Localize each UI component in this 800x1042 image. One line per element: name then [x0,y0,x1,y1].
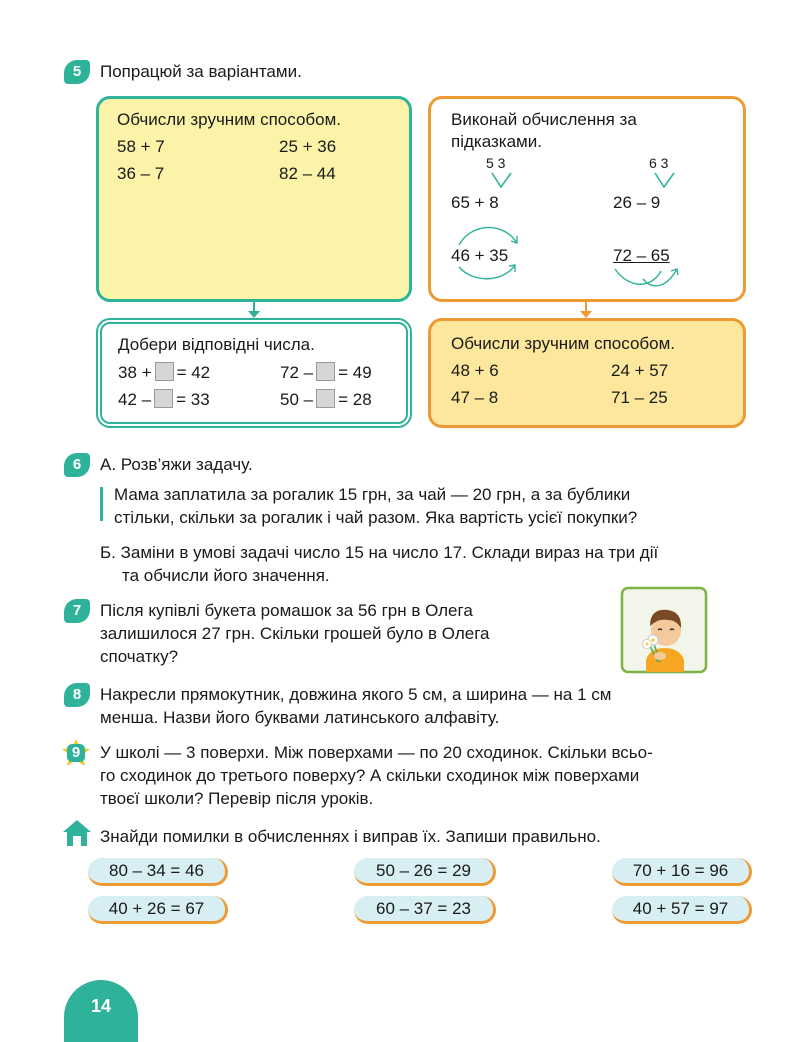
box-heading: Обчисли зручним способом. [451,334,676,353]
expression: 36 – 7 [117,164,165,183]
expression: 71 – 25 [611,388,668,407]
expression: 48 + 6 [451,361,499,380]
variant1-box [96,318,412,428]
regroup-arrows-icon [611,263,691,293]
task8-text: менша. Назви його буквами латинського алфавіту. [100,708,500,727]
equation [118,388,210,412]
expression: 58 + 7 [117,137,165,156]
task5-title: Попрацюй за варіантами. [100,62,302,81]
expression: 72 – 65 [613,246,670,265]
hint-numbers: 6 3 [649,155,669,171]
variant1-box [96,96,412,302]
task9-text: У школі — 3 поверхи. Між поверхами — по 20 сходинок. Скільки всьо- [100,743,653,762]
task-number-badge: 6 [64,453,90,477]
page-number: 14 [64,980,138,1042]
equation-left: 72 – [280,363,314,382]
expression: 24 + 57 [611,361,669,380]
equation [280,388,372,412]
task6-part-b: та обчисли його значення. [122,566,330,585]
answer-blank[interactable] [154,389,173,408]
problem-text: стільки, скільки за рогалик і чай разом. Яка вартість усієї покупки? [114,508,638,527]
equation-left: 50 – [280,390,314,409]
house-icon [62,819,92,847]
split-hint-icon [650,171,680,191]
boy-with-flowers-illustration [620,586,708,674]
task9-text: го сходинок до третього поверху? А скільки сходинок між поверхами [100,766,640,785]
answer-blank[interactable] [316,362,335,381]
expression: 82 – 44 [279,164,336,183]
calculation-pill: 40 + 57 = 97 [612,896,752,924]
equation-right: = 42 [176,363,211,382]
equation-right: = 49 [338,363,372,382]
task7-text: спочатку? [100,647,179,666]
equation-right: = 33 [176,390,210,409]
box-heading: Обчисли зручним способом. [117,110,342,129]
expression: 46 + 35 [451,246,509,265]
expression: 25 + 36 [279,137,337,156]
calculation-pill: 80 – 34 = 46 [88,858,228,886]
equation-right: = 28 [338,390,372,409]
answer-blank[interactable] [155,362,174,381]
equation-left: 42 – [118,390,152,409]
problem-text: Мама заплатила за рогалик 15 грн, за чай — 20 грн, а за бублики [114,485,631,504]
split-hint-icon [487,171,517,191]
equation [280,361,372,385]
hint-numbers: 5 3 [486,155,506,171]
equation-left: 38 + [118,363,152,382]
calculation-pill: 60 – 37 = 23 [354,896,496,924]
calculation-pill: 50 – 26 = 29 [354,858,496,886]
task6-part-b: Б. Заміни в умові задачі число 15 на число 17. Склади вираз на три дії [100,543,659,562]
task-number-badge: 5 [64,60,90,84]
equation [118,361,210,385]
box-heading: Виконай обчислення за [451,110,637,129]
box-heading: підказками. [451,132,542,151]
expression: 47 – 8 [451,388,499,407]
task-number-badge: 7 [64,599,90,623]
task7-text: залишилося 27 грн. Скільки грошей було в Олега [100,624,490,643]
variant2-box [428,318,746,428]
calculation-pill: 70 + 16 = 96 [612,858,752,886]
expression: 65 + 8 [451,193,499,212]
task9-text: твоєї школи? Перевір після уроків. [100,789,374,808]
expression: 26 – 9 [613,193,661,212]
task-number-badge: 8 [64,683,90,707]
task8-text: Накресли прямокутник, довжина якого 5 см, а ширина — на 1 см [100,685,612,704]
variant2-box [428,96,746,302]
task6-part-a-title: А. Розв’яжи задачу. [100,455,253,474]
calculation-pill: 40 + 26 = 67 [88,896,228,924]
homework-title: Знайди помилки в обчисленнях і виправ їх. Запиши правильно. [100,827,601,846]
task7-text: Після купівлі букета ромашок за 56 грн в Олега [100,601,473,620]
box-heading: Добери відповідні числа. [118,335,315,354]
problem-bar [100,487,103,521]
task-number: 9 [71,744,81,761]
answer-blank[interactable] [316,389,335,408]
